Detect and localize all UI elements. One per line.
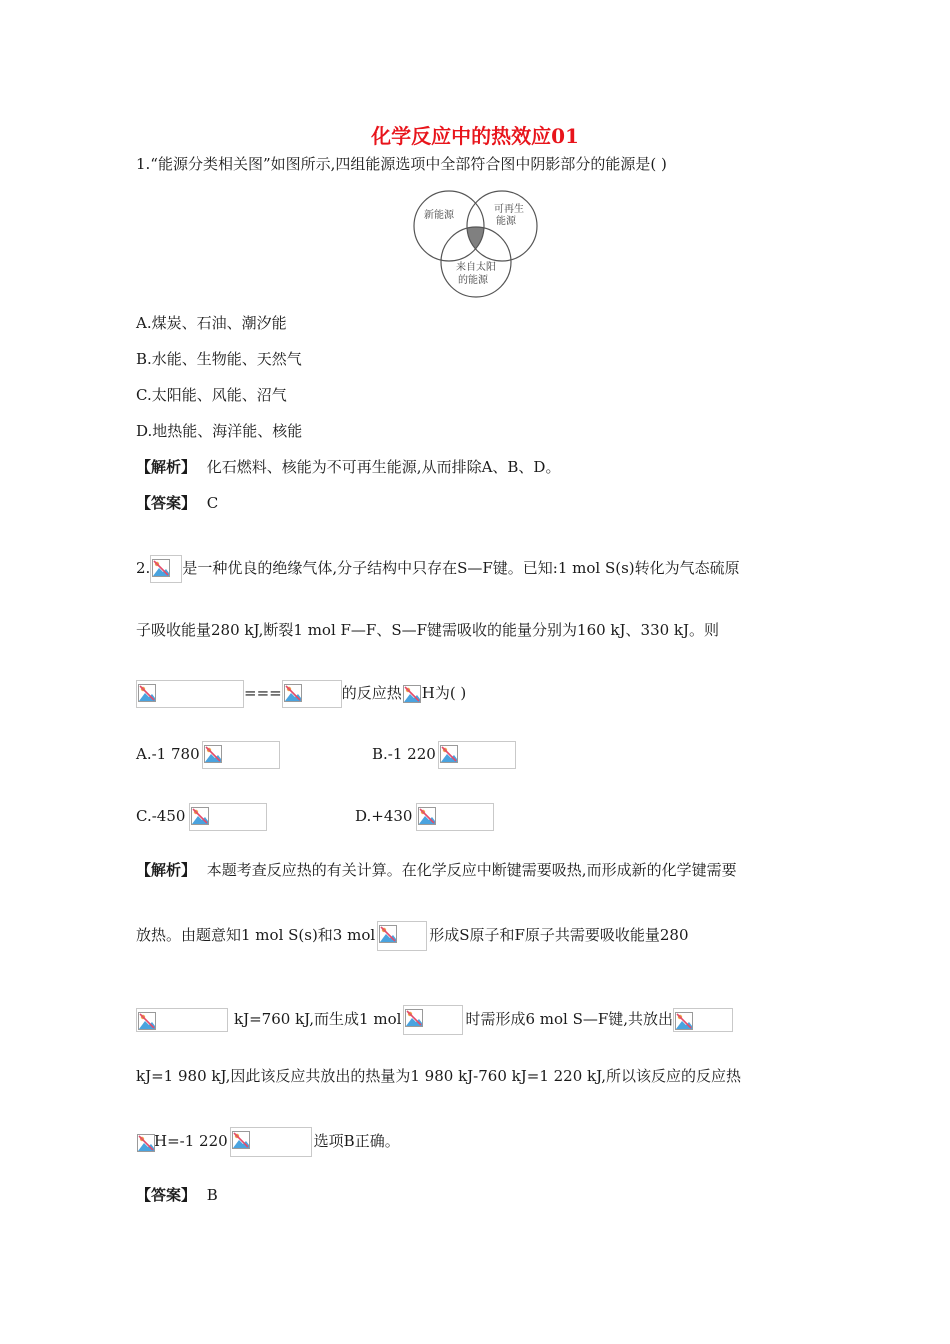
venn-label-new-energy: 新能源 (424, 210, 454, 221)
q2-eq-text: 的反应热 (341, 684, 402, 702)
q2-analysis-line-3 (136, 1005, 733, 1035)
q2-option-b-text: B.-1 220 (372, 745, 436, 763)
broken-image-icon (136, 1131, 154, 1153)
q2-analysis-text-5b: 选项B正确。 (313, 1132, 400, 1150)
q2-line-2: 子吸收能量280 kJ,断裂1 mol F—F、S—F键需吸收的能量分别为160 kJ、330 kJ。则 (136, 621, 720, 639)
q1-analysis-label: 【解析】 (136, 458, 197, 476)
broken-image-icon (136, 1008, 228, 1032)
q1-answer-label: 【答案】 (136, 494, 197, 512)
q2-analysis-text-3a: kJ=760 kJ,而生成1 mol (234, 1010, 402, 1028)
q2-option-a (136, 741, 280, 769)
q2-analysis-line-1 (136, 860, 737, 880)
q1-option-a: A.煤炭、石油、潮汐能 (136, 314, 287, 332)
q2-analysis-line-5 (136, 1127, 400, 1157)
q2-option-b (372, 741, 516, 769)
q2-option-d-text: D.+430 (355, 807, 413, 825)
q2-analysis-label: 【解析】 (136, 861, 197, 879)
broken-image-icon (403, 1005, 463, 1035)
q2-answer (136, 1185, 218, 1205)
q2-analysis-text-3b: 时需形成6 mol S—F键,共放出 (465, 1010, 674, 1028)
page-title: 化学反应中的热效应01 (371, 124, 579, 148)
q2-option-c-text: C.-450 (136, 807, 186, 825)
q2-analysis-text-5a: H=-1 220 (154, 1132, 228, 1150)
q1-analysis (136, 457, 560, 477)
q2-analysis-text-2b: 形成S原子和F原子共需要吸收能量280 (429, 926, 689, 944)
q2-line-1 (136, 555, 740, 583)
venn-label-solar-1: 来自太阳 (456, 262, 496, 273)
venn-circle-new-energy (414, 191, 484, 261)
q2-option-a-text: A.-1 780 (136, 745, 200, 763)
broken-image-icon (282, 680, 342, 708)
q2-analysis-line-4: kJ=1 980 kJ,因此该反应共放出的热量为1 980 kJ-760 kJ=1 220 kJ,所以该反应的反应热 (136, 1067, 742, 1085)
q2-number: 2. (136, 559, 151, 577)
broken-image-icon (416, 803, 494, 831)
q2-equation (136, 680, 466, 708)
q2-answer-value: B (206, 1186, 218, 1204)
q1-stem: 1.“能源分类相关图”如图所示,四组能源选项中全部符合图中阴影部分的能源是( ) (136, 155, 667, 173)
q1-option-b: B.水能、生物能、天然气 (136, 350, 302, 368)
broken-image-icon (150, 555, 182, 583)
broken-image-icon (230, 1127, 312, 1157)
q2-answer-label: 【答案】 (136, 1186, 197, 1204)
broken-image-icon (402, 682, 422, 706)
venn-diagram (410, 188, 540, 300)
q1-option-c: C.太阳能、风能、沼气 (136, 386, 287, 404)
broken-image-icon (438, 741, 516, 769)
broken-image-icon (136, 680, 244, 708)
venn-label-renewable-2: 能源 (496, 216, 516, 227)
broken-image-icon (189, 803, 267, 831)
q2-option-c (136, 803, 267, 831)
venn-label-renewable-1: 可再生 (494, 204, 524, 215)
q1-analysis-text: 化石燃料、核能为不可再生能源,从而排除A、B、D。 (206, 458, 561, 476)
broken-image-icon (202, 741, 280, 769)
q2-line-1-text: 是一种优良的绝缘气体,分子结构中只存在S—F键。已知:1 mol S(s)转化为气态硫原 (182, 559, 740, 577)
broken-image-icon (377, 921, 427, 951)
q2-eq-sep: === (244, 684, 282, 702)
broken-image-icon (673, 1008, 733, 1032)
q2-analysis-text-1: 本题考查反应热的有关计算。在化学反应中断键需要吸热,而形成新的化学键需要 (206, 861, 737, 879)
q1-answer (136, 493, 218, 513)
q2-analysis-text-2a: 放热。由题意知1 mol S(s)和3 mol (136, 926, 376, 944)
q1-answer-value: C (206, 494, 219, 512)
venn-label-solar-2: 的能源 (458, 275, 488, 286)
q2-analysis-line-2 (136, 921, 689, 951)
q1-option-d: D.地热能、海洋能、核能 (136, 422, 303, 440)
q2-eq-tail: H为( ) (421, 684, 467, 702)
q2-option-d (355, 803, 494, 831)
